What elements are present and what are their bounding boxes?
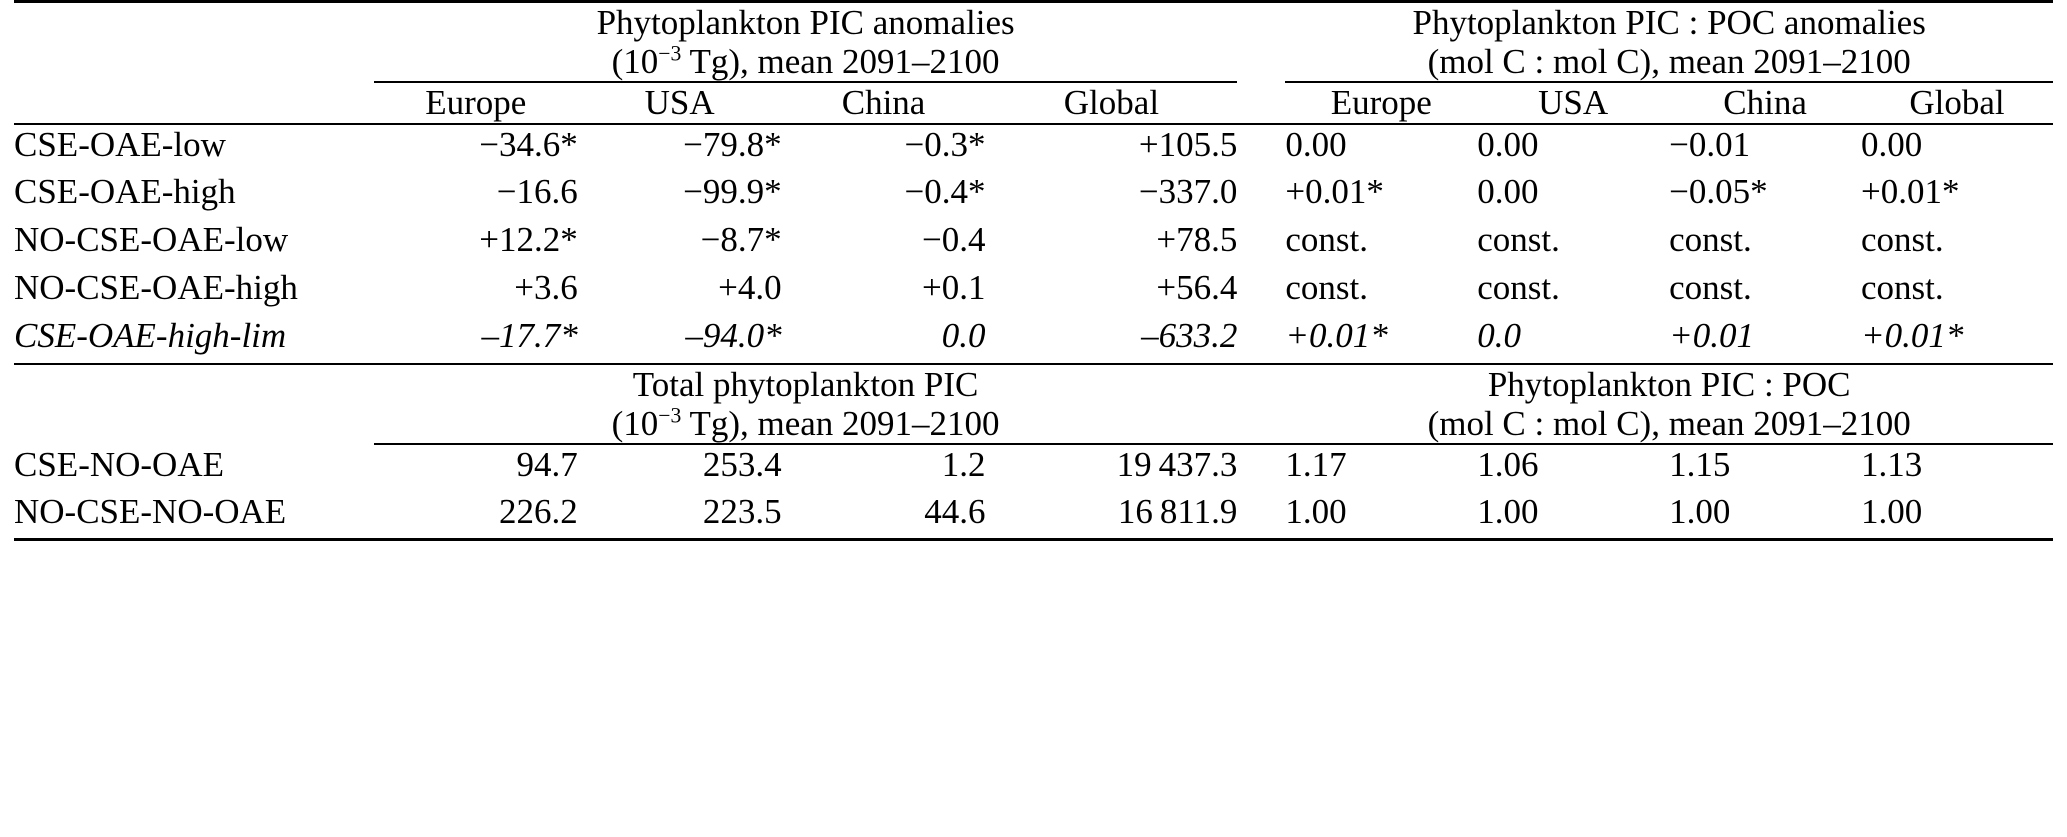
unit-exponent: −3 — [658, 41, 682, 66]
group-header-total-pic-line1: Total phytoplankton PIC — [632, 364, 979, 404]
cell-value: −99.9* — [683, 171, 782, 211]
cell-value: +3.6 — [514, 267, 578, 307]
cell-value: 1.2 — [941, 444, 986, 484]
table-row — [14, 172, 2053, 220]
column-header-left-europe: Europe — [374, 82, 578, 123]
group-header-pic-anomalies — [374, 2, 1238, 83]
cell-value: 16 811.9 — [985, 492, 1237, 540]
cell-value: const. — [1285, 219, 1368, 259]
cell-value: 1.13 — [1861, 444, 1923, 484]
table-row — [14, 220, 2053, 268]
group-header-ratio-anomalies-line2: (mol C : mol C), mean 2091–2100 — [1427, 42, 1911, 82]
cell-value: 1.00 — [1669, 492, 1861, 540]
row-spacer — [1237, 220, 1285, 268]
cell-value: −0.05* — [1669, 171, 1768, 211]
cell-value: const. — [1861, 267, 1944, 307]
cell-value: +0.01* — [1285, 171, 1384, 211]
row-label: NO-CSE-OAE-low — [14, 219, 289, 259]
cell-value: −0.01 — [1669, 124, 1751, 164]
group-header-total-pic — [374, 364, 1238, 444]
cell-value: −0.4 — [921, 219, 986, 259]
cell-value: +105.5 — [1138, 124, 1238, 164]
cell-value: 1.00 — [1477, 492, 1669, 540]
cell-value: const. — [1669, 219, 1752, 259]
group-spacer — [1237, 2, 1285, 83]
cell-value: const. — [1669, 267, 1752, 307]
cell-value: 226.2 — [374, 492, 578, 540]
unit-prefix: (10 — [611, 42, 659, 82]
row-label: CSE-NO-OAE — [14, 444, 224, 484]
column-header-right-europe: Europe — [1285, 82, 1477, 123]
corner-cell-2 — [14, 364, 374, 444]
group-header-total-ratio-line1: Phytoplankton PIC : POC — [1487, 364, 1851, 404]
column-header-left-usa: USA — [578, 82, 782, 123]
cell-value: 19 437.3 — [1116, 444, 1238, 484]
cell-value: +78.5 — [1156, 219, 1238, 259]
cell-value: 223.5 — [578, 492, 782, 540]
cell-value: 0.0 — [782, 316, 986, 364]
group-header-ratio-anomalies — [1285, 2, 2053, 83]
column-header-left-global: Global — [985, 82, 1237, 123]
unit-prefix-2: (10 — [611, 403, 659, 443]
group-spacer-2 — [1237, 364, 1285, 444]
row-label: NO-CSE-NO-OAE — [14, 492, 374, 540]
group-header-row-2 — [14, 364, 2053, 444]
cell-value: 1.15 — [1669, 444, 1731, 484]
cell-value: 0.0 — [1477, 316, 1669, 364]
cell-value: +12.2* — [479, 219, 578, 259]
row-spacer — [1237, 444, 1285, 492]
unit-suffix: Tg), mean 2091–2100 — [681, 42, 1000, 82]
unit-exponent-2: −3 — [658, 403, 682, 428]
cell-value: +0.01* — [1861, 171, 1960, 211]
unit-suffix-2: Tg), mean 2091–2100 — [681, 403, 1000, 443]
cell-value: –94.0* — [578, 316, 782, 364]
cell-value: 44.6 — [782, 492, 986, 540]
cell-value: −16.6 — [496, 171, 578, 211]
row-label: CSE-OAE-high-lim — [14, 316, 374, 364]
cell-value: 1.06 — [1477, 444, 1539, 484]
cell-value: const. — [1285, 267, 1368, 307]
cell-value: −0.4* — [904, 171, 986, 211]
cell-value: 0.00 — [1285, 124, 1347, 164]
group-header-ratio-anomalies-line1: Phytoplankton PIC : POC anomalies — [1412, 3, 1926, 42]
table-row — [14, 268, 2053, 316]
column-header-left-china: China — [782, 82, 986, 123]
row-label: CSE-OAE-low — [14, 124, 226, 164]
cell-value: –633.2 — [985, 316, 1237, 364]
cell-value: 253.4 — [702, 444, 782, 484]
group-header-total-ratio — [1285, 364, 2053, 444]
cell-value: −337.0 — [1138, 171, 1238, 211]
results-table — [14, 0, 2053, 541]
row-label: NO-CSE-OAE-high — [14, 267, 298, 307]
cell-value: 1.00 — [1285, 492, 1477, 540]
cell-value: +4.0 — [718, 267, 782, 307]
group-header-total-ratio-line2: (mol C : mol C), mean 2091–2100 — [1427, 403, 1911, 443]
cell-value: 94.7 — [516, 444, 578, 484]
column-header-right-china: China — [1669, 82, 1861, 123]
table-row — [14, 492, 2053, 540]
column-header-spacer — [1237, 82, 1285, 123]
cell-value: 0.00 — [1477, 171, 1539, 211]
row-label: CSE-OAE-high — [14, 171, 236, 211]
cell-value: const. — [1861, 219, 1944, 259]
cell-value: 0.00 — [1477, 124, 1539, 164]
cell-value: −8.7* — [700, 219, 782, 259]
group-header-pic-anomalies-line1: Phytoplankton PIC anomalies — [596, 3, 1015, 42]
table-row — [14, 316, 2053, 364]
cell-value: +0.01* — [1861, 316, 2053, 364]
cell-value: −34.6* — [479, 124, 578, 164]
corner-cell — [14, 2, 374, 83]
cell-value: 1.00 — [1861, 492, 2053, 540]
cell-value: +0.1 — [921, 267, 986, 307]
row-spacer — [1237, 124, 1285, 172]
cell-value: +0.01 — [1669, 316, 1861, 364]
cell-value: const. — [1477, 267, 1560, 307]
row-spacer — [1237, 492, 1285, 540]
cell-value: 1.17 — [1285, 444, 1347, 484]
column-header-blank — [14, 82, 374, 123]
cell-value: 0.00 — [1861, 124, 1923, 164]
row-spacer — [1237, 172, 1285, 220]
group-header-row — [14, 2, 2053, 83]
row-spacer — [1237, 268, 1285, 316]
cell-value: +56.4 — [1156, 267, 1238, 307]
cell-value: −79.8* — [683, 124, 782, 164]
group-header-total-pic-line2 — [374, 404, 1238, 443]
table-row — [14, 124, 2053, 172]
cell-value: +0.01* — [1285, 316, 1477, 364]
column-header-right-global: Global — [1861, 82, 2053, 123]
cell-value: −0.3* — [904, 124, 986, 164]
row-spacer — [1237, 316, 1285, 364]
cell-value: const. — [1477, 219, 1560, 259]
table-row — [14, 444, 2053, 492]
column-header-right-usa: USA — [1477, 82, 1669, 123]
cell-value: –17.7* — [374, 316, 578, 364]
column-header-row — [14, 82, 2053, 123]
group-header-pic-anomalies-line2 — [374, 42, 1238, 81]
